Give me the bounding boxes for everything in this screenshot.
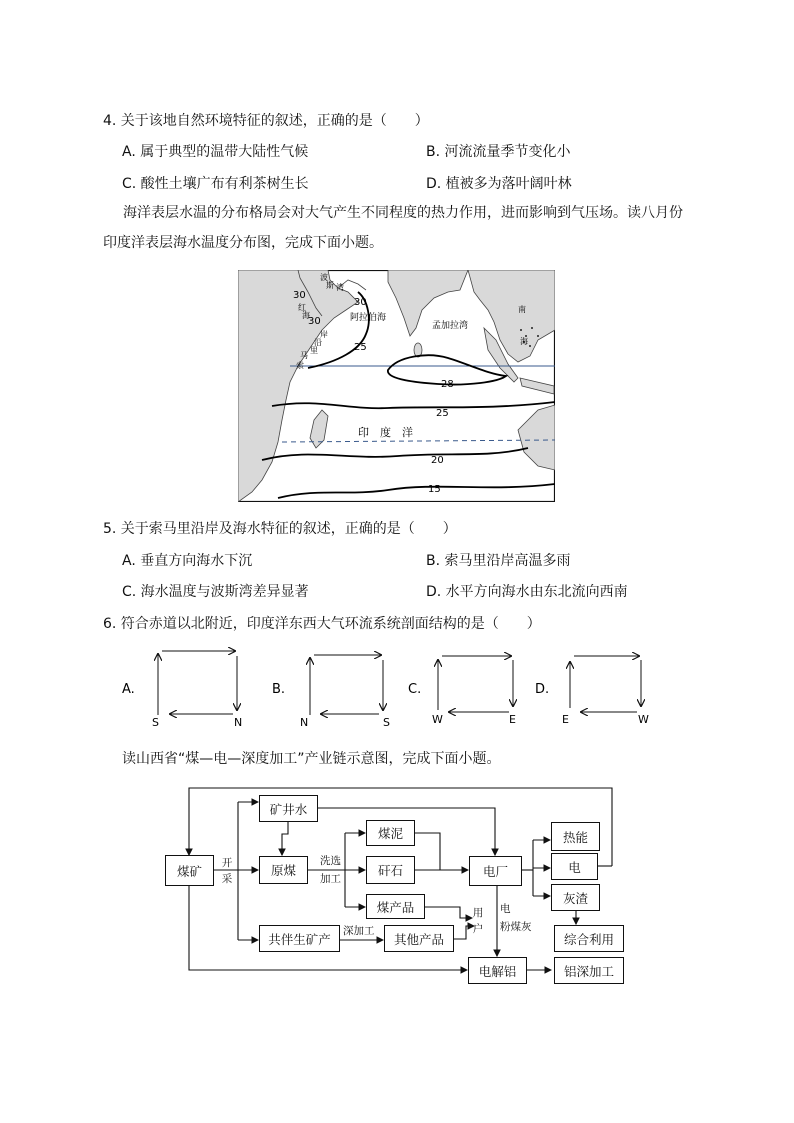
red-sea-label-2: 海 bbox=[302, 311, 310, 320]
processing-label: 加工 bbox=[320, 873, 341, 885]
isotherm-label: 28 bbox=[441, 379, 454, 390]
option-b-letter: B. bbox=[272, 682, 286, 697]
option-a-left: S bbox=[152, 716, 159, 729]
intro-paragraph-1: 海洋表层水温的分布格局会对大气产生不同程度的热力作用，进而影响到气压场。读八月份印度洋表层海水温度分布图，完成下面小题。 bbox=[103, 205, 683, 251]
deep-processing-label: 深加工 bbox=[343, 925, 375, 937]
heat-box: 热能 bbox=[551, 822, 600, 851]
option-b-left: N bbox=[300, 716, 309, 729]
aluminum-deep-processing-box: 铝深加工 bbox=[554, 957, 624, 984]
q4-option-b: B. 河流流量季节变化小 bbox=[426, 144, 571, 160]
q6-stem: 6. 符合赤道以北附近，印度洋东西大气环流系统剖面结构的是（ ） bbox=[103, 616, 541, 632]
q4-option-c: C. 酸性土壤广布有利茶树生长 bbox=[122, 176, 309, 192]
isotherm-label: 25 bbox=[436, 408, 449, 419]
q5-option-b: B. 索马里沿岸高温多雨 bbox=[426, 553, 571, 569]
option-c-left: W bbox=[432, 713, 443, 726]
fly-ash-label: 粉煤灰 bbox=[500, 921, 532, 933]
comprehensive-use-box: 综合利用 bbox=[554, 925, 624, 952]
arabian-sea-label: 阿拉伯海 bbox=[350, 313, 387, 323]
q4-option-d: D. 植被多为落叶阔叶林 bbox=[426, 176, 572, 192]
option-d-letter: D. bbox=[535, 682, 550, 697]
q5-option-d: D. 水平方向海水由东北流向西南 bbox=[426, 584, 628, 600]
coal-products-box: 煤产品 bbox=[366, 894, 425, 919]
electricity-arrow-label: 电 bbox=[500, 903, 511, 915]
option-a-right: N bbox=[234, 716, 243, 729]
associated-minerals-box: 共伴生矿产 bbox=[259, 925, 340, 952]
intro-paragraph-2: 读山西省“煤—电—深度加工”产业链示意图，完成下面小题。 bbox=[122, 751, 501, 767]
indian-ocean-sst-map bbox=[238, 270, 555, 502]
gangue-box: 矸石 bbox=[366, 856, 415, 884]
persian-gulf-label-3: 湾 bbox=[336, 283, 344, 292]
q4-option-a: A. 属于典型的温带大陆性气候 bbox=[122, 144, 309, 160]
raw-coal-box: 原煤 bbox=[259, 856, 308, 884]
somali-label-2: 马 bbox=[300, 351, 308, 360]
q5-stem: 5. 关于索马里沿岸及海水特征的叙述，正确的是（ ） bbox=[103, 521, 457, 537]
isotherm-label: 25 bbox=[354, 342, 367, 353]
electricity-box: 电 bbox=[551, 853, 598, 880]
isotherm-label: 20 bbox=[431, 455, 444, 466]
option-b-right: S bbox=[383, 716, 390, 729]
south-sea-label-2: 海 bbox=[520, 337, 528, 346]
coal-mine-box: 煤矿 bbox=[165, 855, 214, 886]
isotherm-label: 15 bbox=[428, 484, 441, 495]
somali-label-1: 索 bbox=[296, 361, 304, 370]
circulation-diagrams bbox=[115, 640, 675, 735]
q5-option-c: C. 海水温度与波斯湾差异显著 bbox=[122, 584, 309, 600]
other-products-box: 其他产品 bbox=[384, 925, 454, 952]
q5-option-a: A. 垂直方向海水下沉 bbox=[122, 553, 253, 569]
option-c-letter: C. bbox=[408, 682, 422, 697]
mining-label: 开 采 bbox=[221, 857, 233, 885]
option-a-diagram bbox=[122, 651, 242, 729]
q4-stem: 4. 关于该地自然环境特征的叙述，正确的是（ ） bbox=[103, 113, 429, 129]
option-d-left: E bbox=[562, 713, 569, 726]
persian-gulf-label-2: 斯 bbox=[326, 281, 334, 290]
industry-chain-connectors bbox=[0, 780, 794, 995]
somali-label-4: 沿 bbox=[314, 338, 322, 347]
ash-box: 灰渣 bbox=[551, 884, 600, 911]
bay-of-bengal-label: 孟加拉湾 bbox=[432, 321, 469, 331]
option-b-diagram bbox=[272, 655, 390, 729]
electrolytic-aluminum-box: 电解铝 bbox=[468, 957, 527, 984]
mine-water-box: 矿井水 bbox=[259, 795, 318, 822]
washing-label: 洗选 bbox=[320, 855, 341, 867]
option-c-right: E bbox=[509, 713, 516, 726]
somali-label-3: 里 bbox=[310, 346, 318, 355]
isotherm-label: 30 bbox=[293, 290, 306, 301]
option-d-right: W bbox=[638, 713, 649, 726]
option-c-diagram bbox=[408, 656, 516, 726]
isotherm-label: 30 bbox=[308, 316, 321, 327]
power-plant-box: 电厂 bbox=[469, 856, 522, 886]
users-label: 用 户 bbox=[472, 907, 484, 935]
coal-slime-box: 煤泥 bbox=[366, 820, 415, 846]
isotherm-label: 30 bbox=[354, 297, 367, 308]
persian-gulf-label: 波 bbox=[320, 273, 328, 282]
somali-label-5: 岸 bbox=[320, 330, 328, 339]
red-sea-label: 红 bbox=[298, 303, 306, 312]
option-d-diagram bbox=[535, 656, 649, 726]
south-sea-label: 南 bbox=[518, 305, 526, 314]
indian-ocean-label: 印 度 洋 bbox=[358, 426, 413, 439]
option-a-letter: A. bbox=[122, 682, 135, 697]
